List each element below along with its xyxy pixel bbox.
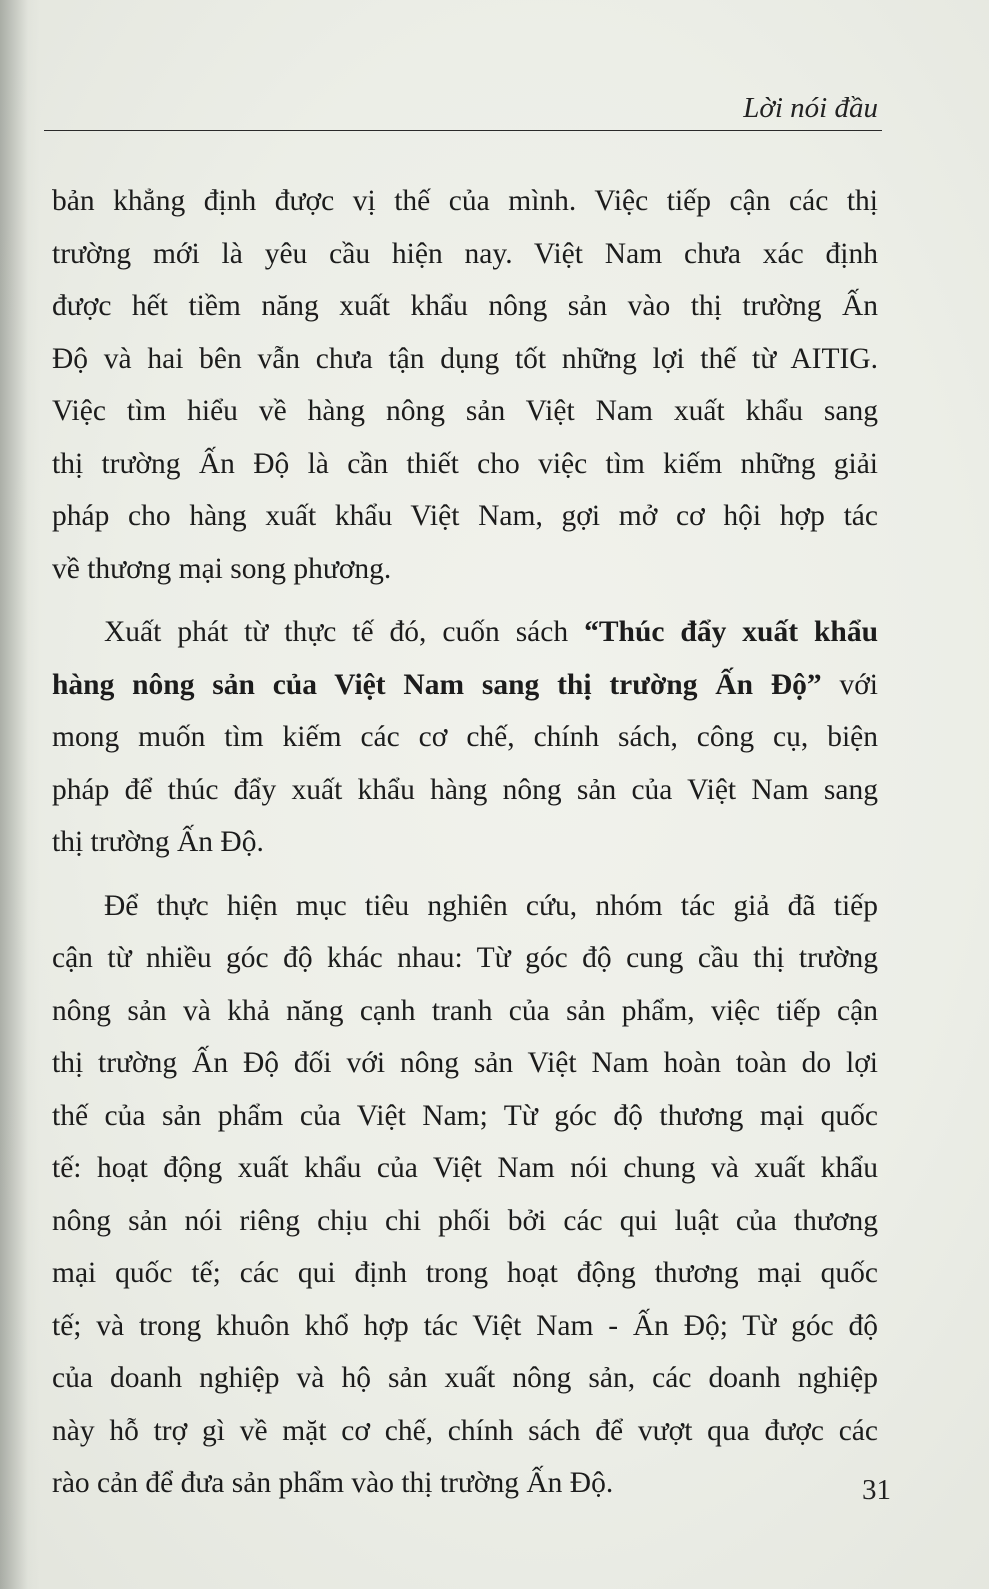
text-line: được hết tiềm năng xuất khẩu nông sản vào thị trường Ấn <box>52 290 878 322</box>
text-line: rào cản để đưa sản phẩm vào thị trường Ấn Độ. <box>52 1467 614 1499</box>
text-line: của doanh nghiệp và hộ sản xuất nông sản, các doanh nghiệp <box>52 1362 878 1394</box>
text-line <box>52 659 878 712</box>
text-line: Việc tìm hiểu về hàng nông sản Việt Nam xuất khẩu sang <box>52 395 878 427</box>
text-run: với <box>821 668 878 701</box>
text-line: thị trường Ấn Độ là cần thiết cho việc tìm kiếm những giải <box>52 447 878 480</box>
body-text <box>52 175 878 1510</box>
text-line: thị trường Ấn Độ đối với nông sản Việt Nam hoàn toàn do lợi <box>52 1047 878 1079</box>
text-line: pháp để thúc đẩy xuất khẩu hàng nông sản của Việt Nam sang <box>52 773 878 806</box>
text-line <box>52 606 878 659</box>
text-line: Để thực hiện mục tiêu nghiên cứu, nhóm tác giả đã tiếp <box>104 889 878 922</box>
text-line: này hỗ trợ gì về mặt cơ chế, chính sách để vượt qua được các <box>52 1414 878 1447</box>
book-title-part-2: hàng nông sản của Việt Nam sang thị trường Ấn Độ” <box>52 668 822 701</box>
text-line: nông sản nói riêng chịu chi phối bởi các qui luật của thương <box>52 1204 878 1237</box>
text-line: pháp cho hàng xuất khẩu Việt Nam, gợi mở cơ hội hợp tác <box>52 500 878 532</box>
text-line: mại quốc tế; các qui định trong hoạt động thương mại quốc <box>52 1257 878 1289</box>
paragraph-book-intro <box>52 606 878 869</box>
chapter-title: Lời nói đầu <box>743 92 878 124</box>
text-line: nông sản và khả năng cạnh tranh của sản phẩm, việc tiếp cận <box>52 994 878 1027</box>
text-line: tế; và trong khuôn khổ hợp tác Việt Nam - Ấn Độ; Từ góc độ <box>52 1309 878 1342</box>
text-line: tế: hoạt động xuất khẩu của Việt Nam nói chung và xuất khẩu <box>52 1152 878 1184</box>
text-line: trường mới là yêu cầu hiện nay. Việt Nam chưa xác định <box>52 237 878 270</box>
text-line: thị trường Ấn Độ. <box>52 826 264 858</box>
paragraph-continuation <box>52 175 878 595</box>
text-line: Độ và hai bên vẫn chưa tận dụng tốt những lợi thế từ AITIG. <box>52 342 878 375</box>
paragraph-research-approach <box>52 880 878 1510</box>
page-number: 31 <box>862 1474 891 1506</box>
text-line: bản khẳng định được vị thế của mình. Việc tiếp cận các thị <box>52 185 878 217</box>
spine-shadow <box>0 0 40 1589</box>
text-run: Xuất phát từ thực tế đó, cuốn sách <box>104 616 585 648</box>
text-line: thế của sản phẩm của Việt Nam; Từ góc độ thương mại quốc <box>52 1099 878 1132</box>
text-line: cận từ nhiều góc độ khác nhau: Từ góc độ cung cầu thị trường <box>52 942 878 974</box>
running-header <box>44 78 882 131</box>
book-title-part-1: “Thúc đẩy xuất khẩu <box>584 616 878 648</box>
text-line: về thương mại song phương. <box>52 552 392 585</box>
text-line: mong muốn tìm kiếm các cơ chế, chính sách, công cụ, biện <box>52 721 878 753</box>
